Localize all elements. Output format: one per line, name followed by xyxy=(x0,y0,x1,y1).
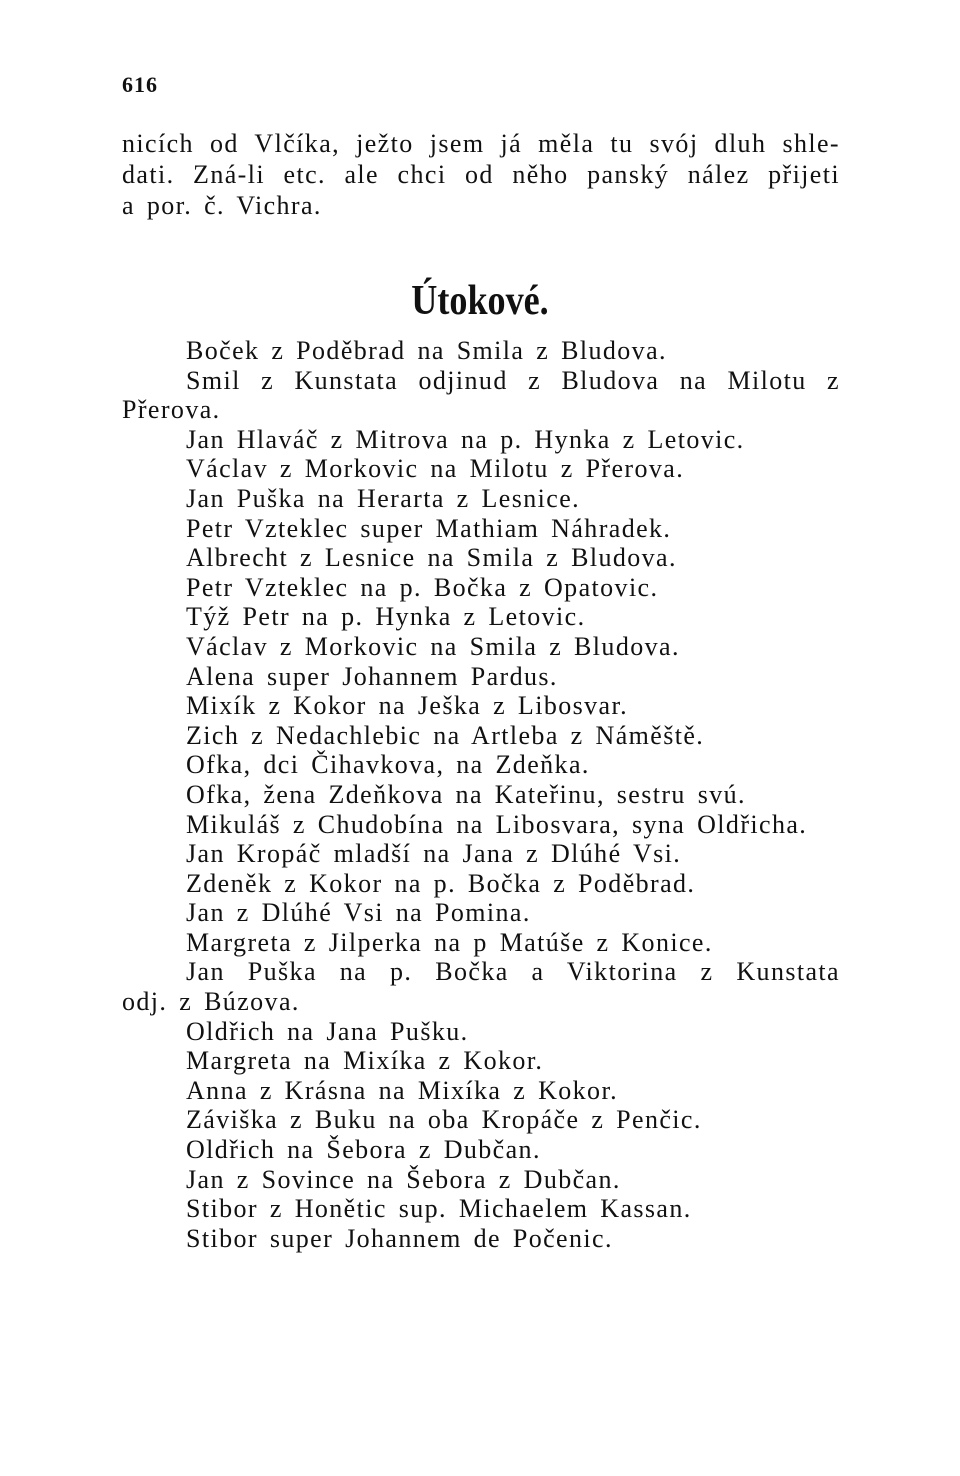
intro-paragraph xyxy=(122,128,840,221)
intro-line: dati. Zná-li etc. ale chci od něho panský nález přijeti xyxy=(122,160,840,189)
entry-list xyxy=(122,336,840,1253)
list-item: Smil z Kunstata odjinud z Bludova na Milotu z xyxy=(186,365,840,395)
list-item: Václav z Morkovic na Milotu z Přerova. xyxy=(186,454,685,484)
list-item: Týž Petr na p. Hynka z Letovic. xyxy=(186,602,586,632)
list-item: Margreta na Mixíka z Kokor. xyxy=(186,1046,544,1076)
list-item-continuation: Přerova. xyxy=(122,395,221,425)
page-number: 616 xyxy=(122,72,158,97)
list-item: Jan Puška na Herarta z Lesnice. xyxy=(186,483,581,513)
list-item: Jan Kropáč mladší na Jana z Dlúhé Vsi. xyxy=(186,839,682,869)
list-item: Ofka, žena Zdeňkova na Kateřinu, sestru svú. xyxy=(186,779,746,809)
list-item: Boček z Poděbrad na Smila z Bludova. xyxy=(186,336,667,365)
list-item: Alena super Johannem Pardus. xyxy=(186,661,558,691)
list-item: Václav z Morkovic na Smila z Bludova. xyxy=(186,631,680,661)
list-item: Oldřich na Šebora z Dubčan. xyxy=(186,1135,541,1165)
intro-line: nicích od Vlčíka, ježto jsem já měla tu svój dluh shle- xyxy=(122,129,840,158)
list-item: Ofka, dci Čihavkova, na Zdeňka. xyxy=(186,750,590,780)
list-item: Mikuláš z Chudobína na Libosvara, syna Oldřicha. xyxy=(186,809,808,839)
list-item: Jan z Dlúhé Vsi na Pomina. xyxy=(186,898,531,928)
list-item: Stibor super Johannem de Počenic. xyxy=(186,1223,613,1253)
list-item: Jan Puška na p. Bočka a Viktorina z Kunstata xyxy=(186,957,840,987)
list-item: Albrecht z Lesnice na Smila z Bludova. xyxy=(186,543,677,573)
list-item: Mixík z Kokor na Ješka z Libosvar. xyxy=(186,691,629,721)
list-item: Petr Vzteklec super Mathiam Náhradek. xyxy=(186,513,672,543)
list-item: Záviška z Buku na oba Kropáče z Penčic. xyxy=(186,1105,702,1135)
list-item: Petr Vzteklec na p. Bočka z Opatovic. xyxy=(186,572,659,602)
list-item: Margreta z Jilperka na p Matúše z Konice. xyxy=(186,927,713,957)
list-item: Stibor z Honětic sup. Michaelem Kassan. xyxy=(186,1194,692,1224)
section-title: Útokové. xyxy=(411,278,549,324)
list-item: Jan z Sovince na Šebora z Dubčan. xyxy=(186,1164,621,1194)
list-item: Zich z Nedachlebic na Artleba z Náměště. xyxy=(186,720,705,750)
list-item: Anna z Krásna na Mixíka z Kokor. xyxy=(186,1075,618,1105)
intro-line: a por. č. Vichra. xyxy=(122,191,322,220)
list-item: Zdeněk z Kokor na p. Bočka z Poděbrad. xyxy=(186,868,696,898)
list-item: Jan Hlaváč z Mitrova na p. Hynka z Letovic. xyxy=(186,424,745,454)
list-item-continuation: odj. z Búzova. xyxy=(122,987,300,1017)
list-item: Oldřich na Jana Pušku. xyxy=(186,1016,469,1046)
